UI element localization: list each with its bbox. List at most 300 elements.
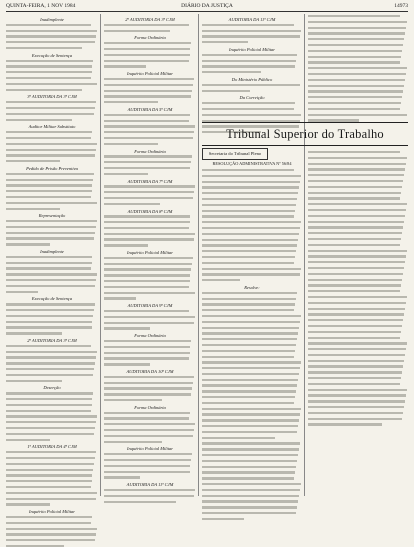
- text-line: [202, 500, 298, 502]
- text-block: [6, 392, 98, 441]
- text-block: [104, 489, 196, 503]
- text-line: [202, 408, 301, 410]
- text-line: [202, 186, 299, 188]
- text-line: [308, 168, 405, 170]
- text-line: [6, 516, 92, 518]
- text-line: [6, 528, 97, 530]
- text-line: [308, 174, 404, 176]
- text-line: [308, 354, 405, 356]
- text-block: [6, 24, 98, 49]
- text-block: [104, 42, 196, 67]
- text-line: [202, 512, 296, 514]
- text-line: [308, 423, 382, 425]
- text-line: [104, 340, 191, 342]
- text-line: [104, 423, 195, 425]
- text-line: [202, 102, 295, 104]
- text-line: [6, 154, 95, 156]
- section-heading: Inquérito Policial Militar: [229, 46, 275, 52]
- text-line: [202, 495, 299, 497]
- text-line: [308, 197, 400, 199]
- text-line: [308, 61, 400, 63]
- text-line: [202, 332, 298, 334]
- text-line: [6, 421, 96, 423]
- text-line: [202, 175, 301, 177]
- text-line: [6, 137, 91, 139]
- text-line: [202, 256, 295, 258]
- text-line: [6, 77, 91, 79]
- text-line: [6, 279, 96, 281]
- text-line: [104, 399, 162, 401]
- text-line: [202, 221, 301, 223]
- text-line: [6, 291, 38, 293]
- text-line: [104, 114, 190, 116]
- text-line: [6, 522, 91, 524]
- text-line: [6, 398, 92, 400]
- text-line: [308, 400, 405, 402]
- text-line: [308, 261, 405, 263]
- text-line: [6, 285, 95, 287]
- text-line: [6, 35, 96, 37]
- section-heading: Da Correição: [239, 95, 265, 101]
- text-block: [104, 376, 196, 401]
- text-line: [202, 373, 299, 375]
- text-line: [104, 417, 189, 419]
- text-line: [202, 192, 298, 194]
- text-block: [6, 60, 98, 91]
- text-line: [308, 360, 404, 362]
- text-block: [202, 292, 302, 439]
- text-line: [202, 114, 301, 116]
- text-line: [308, 319, 403, 321]
- text-line: [308, 267, 404, 269]
- text-block: [6, 131, 98, 162]
- text-line: [308, 151, 400, 153]
- text-line: [104, 203, 160, 205]
- court-banner: Tribunal Superior do Trabalho: [202, 122, 408, 146]
- text-block: [6, 516, 98, 547]
- text-line: [6, 232, 95, 234]
- text-line: [104, 143, 158, 145]
- column-3-top: [202, 14, 302, 118]
- text-line: [308, 32, 405, 34]
- text-block: [104, 114, 196, 145]
- text-line: [6, 107, 95, 109]
- text-line: [6, 83, 97, 85]
- text-block: [104, 185, 196, 205]
- section-heading: Forma Ordinária: [134, 333, 166, 339]
- text-line: [308, 73, 406, 75]
- column-divider: [304, 14, 305, 496]
- section-heading: Forma Ordinária: [134, 148, 166, 154]
- text-block: [308, 15, 408, 122]
- text-line: [6, 119, 72, 121]
- section-heading: Auditor Militar Substituto: [28, 124, 76, 130]
- text-line: [104, 238, 194, 240]
- text-line: [6, 315, 93, 317]
- text-line: [6, 326, 92, 328]
- text-line: [104, 280, 190, 282]
- text-block: [202, 54, 302, 74]
- text-line: [6, 149, 96, 151]
- text-line: [308, 180, 403, 182]
- text-line: [6, 184, 92, 186]
- text-line: [6, 60, 93, 62]
- text-line: [202, 84, 300, 86]
- text-line: [202, 402, 294, 404]
- text-line: [202, 169, 294, 171]
- text-line: [202, 292, 297, 294]
- text-line: [308, 279, 402, 281]
- text-line: [308, 102, 401, 104]
- text-line: [6, 237, 94, 239]
- text-line: [202, 30, 301, 32]
- text-line: [6, 202, 97, 204]
- header-page-number: 14973: [394, 3, 408, 9]
- text-line: [104, 125, 195, 127]
- text-line: [104, 465, 190, 467]
- text-line: [6, 486, 91, 488]
- text-line: [202, 437, 275, 439]
- text-line: [308, 342, 407, 344]
- text-line: [308, 290, 400, 292]
- text-line: [104, 101, 158, 103]
- text-line: [6, 427, 95, 429]
- text-line: [104, 387, 192, 389]
- text-line: [6, 433, 94, 435]
- text-line: [104, 54, 190, 56]
- text-line: [6, 356, 96, 358]
- text-line: [308, 186, 402, 188]
- text-line: [202, 298, 296, 300]
- text-line: [308, 114, 407, 116]
- text-block: [104, 257, 196, 300]
- text-line: [308, 215, 405, 217]
- text-line: [6, 362, 95, 364]
- text-block: [6, 101, 98, 121]
- text-block: [104, 453, 196, 478]
- column-3-body: [202, 168, 302, 496]
- text-line: [202, 24, 294, 26]
- text-line: [308, 232, 402, 234]
- text-line: [308, 226, 403, 228]
- section-heading: 2ª AUDITORIA DA 3ª CJM: [125, 17, 175, 22]
- section-heading: 1ª AUDITORIA DA 4ª CJM: [27, 444, 77, 450]
- text-line: [202, 35, 300, 37]
- text-line: [6, 321, 92, 323]
- text-line: [202, 356, 294, 358]
- text-line: [6, 469, 93, 471]
- text-line: [104, 376, 194, 378]
- section-heading: AUDITORIA DA 10ª CJM: [126, 369, 174, 375]
- text-line: [104, 78, 194, 80]
- text-line: [308, 377, 401, 379]
- text-line: [202, 460, 297, 462]
- text-line: [308, 44, 403, 46]
- text-line: [202, 262, 294, 264]
- text-line: [308, 406, 404, 408]
- text-line: [308, 348, 406, 350]
- text-line: [202, 471, 295, 473]
- text-line: [202, 361, 301, 363]
- text-line: [6, 256, 92, 258]
- text-block: [6, 303, 98, 334]
- text-line: [6, 332, 62, 334]
- text-line: [308, 325, 402, 327]
- text-line: [202, 483, 301, 485]
- section-heading: Inquérito Policial Militar: [29, 509, 75, 515]
- text-line: [104, 297, 136, 299]
- text-line: [6, 374, 93, 376]
- section-heading: Representação: [38, 213, 66, 219]
- text-line: [202, 413, 300, 415]
- text-line: [308, 308, 405, 310]
- header-publication: DIÁRIO DA JUSTIÇA: [181, 3, 233, 9]
- text-line: [6, 131, 92, 133]
- text-line: [104, 263, 192, 265]
- text-line: [104, 215, 190, 217]
- text-line: [104, 310, 189, 312]
- section-heading: Execução de Sentença: [31, 52, 73, 58]
- text-line: [308, 79, 405, 81]
- text-line: [202, 425, 298, 427]
- text-line: [104, 435, 193, 437]
- text-line: [202, 250, 296, 252]
- text-line: [6, 392, 93, 394]
- column-1: [6, 14, 98, 515]
- text-line: [202, 396, 295, 398]
- text-line: [104, 257, 193, 259]
- text-line: [6, 474, 92, 476]
- text-line: [104, 393, 191, 395]
- text-line: [104, 30, 170, 32]
- text-line: [104, 459, 191, 461]
- text-line: [104, 357, 189, 359]
- text-line: [104, 476, 140, 478]
- text-line: [202, 279, 240, 281]
- text-line: [308, 27, 406, 29]
- section-heading: AUDITORIA DA 11ª CJM: [126, 482, 174, 488]
- text-block: [6, 451, 98, 505]
- text-line: [6, 267, 91, 269]
- text-line: [104, 501, 176, 503]
- section-heading: Pedido de Prisão Preventiva: [26, 165, 78, 171]
- text-line: [6, 47, 82, 49]
- text-line: [6, 380, 62, 382]
- text-line: [308, 250, 407, 252]
- text-line: [202, 210, 295, 212]
- text-line: [6, 303, 95, 305]
- text-line: [104, 84, 193, 86]
- text-line: [308, 38, 404, 40]
- text-block: [104, 24, 196, 32]
- text-line: [202, 344, 296, 346]
- text-block: [202, 84, 302, 92]
- text-line: [6, 89, 82, 91]
- text-line: [202, 489, 300, 491]
- text-line: [6, 309, 94, 311]
- text-line: [6, 345, 91, 347]
- section-heading: Inquérito Policial Militar: [127, 250, 173, 256]
- text-line: [104, 412, 190, 414]
- text-line: [104, 227, 189, 229]
- text-line: [202, 477, 294, 479]
- text-line: [202, 65, 295, 67]
- text-line: [104, 316, 195, 318]
- text-line: [104, 90, 192, 92]
- section-heading: Inadimplente: [40, 17, 64, 22]
- text-line: [202, 350, 295, 352]
- text-line: [104, 95, 191, 97]
- text-line: [308, 371, 402, 373]
- text-block: [202, 442, 302, 520]
- text-block: [202, 24, 302, 44]
- text-line: [308, 90, 403, 92]
- section-heading: 2ª AUDITORIA DA 3ª CJM: [27, 338, 77, 344]
- text-block: [6, 345, 98, 382]
- text-line: [6, 463, 94, 465]
- text-line: [202, 338, 297, 340]
- text-line: [104, 173, 148, 175]
- text-line: [6, 113, 94, 115]
- text-line: [6, 41, 95, 43]
- text-line: [202, 90, 250, 92]
- text-block: [104, 155, 196, 175]
- column-4-top: [308, 14, 408, 118]
- text-line: [104, 42, 191, 44]
- text-line: [202, 442, 300, 444]
- text-line: [202, 309, 294, 311]
- text-line: [6, 143, 97, 145]
- text-line: [308, 331, 401, 333]
- text-line: [104, 274, 190, 276]
- column-divider: [198, 14, 199, 496]
- text-line: [6, 196, 91, 198]
- text-line: [104, 155, 192, 157]
- text-block: [6, 173, 98, 210]
- text-line: [6, 173, 94, 175]
- text-line: [308, 209, 406, 211]
- text-line: [308, 337, 400, 339]
- text-line: [202, 379, 298, 381]
- header-date: QUINTA-FEIRA, 1 NOV 1984: [6, 3, 76, 9]
- text-line: [308, 15, 400, 17]
- section-box: Secretaria do Tribunal Pleno: [202, 148, 268, 160]
- text-line: [308, 313, 404, 315]
- text-line: [6, 480, 92, 482]
- text-line: [202, 41, 248, 43]
- column-divider: [100, 14, 101, 496]
- text-line: [6, 451, 96, 453]
- text-line: [6, 439, 50, 441]
- resolution-title: RESOLUÇÃO ADMINISTRATIVA Nº 56/84: [212, 161, 292, 166]
- text-line: [6, 30, 97, 32]
- text-line: [202, 60, 296, 62]
- section-heading: AUDITORIA DA 8ª CJM: [127, 208, 173, 214]
- text-line: [202, 327, 299, 329]
- text-line: [308, 365, 403, 367]
- text-line: [308, 389, 407, 391]
- text-line: [202, 273, 300, 275]
- section-heading: AUDITORIA DA 9ª CJM: [127, 303, 173, 309]
- text-line: [308, 157, 407, 159]
- text-line: [308, 21, 407, 23]
- page-header: [6, 2, 408, 12]
- text-line: [308, 108, 400, 110]
- text-line: [202, 419, 299, 421]
- section-heading: AUDITORIA DA 11ª CJM: [228, 17, 276, 22]
- text-line: [308, 56, 401, 58]
- column-4-body: [308, 150, 408, 496]
- text-line: [104, 197, 193, 199]
- text-line: [202, 233, 299, 235]
- text-line: [104, 363, 150, 365]
- text-line: [202, 204, 296, 206]
- text-line: [202, 431, 297, 433]
- text-line: [308, 67, 407, 69]
- text-line: [6, 262, 92, 264]
- text-line: [202, 244, 297, 246]
- text-line: [308, 96, 402, 98]
- text-line: [202, 466, 296, 468]
- section-heading: Inadimplente: [40, 249, 64, 255]
- text-line: [202, 227, 300, 229]
- text-line: [308, 203, 407, 205]
- text-line: [202, 448, 299, 450]
- text-line: [202, 181, 300, 183]
- section-heading: 3ª AUDITORIA DA 3ª CJM: [27, 94, 77, 100]
- text-line: [104, 137, 193, 139]
- text-line: [202, 384, 297, 386]
- text-block: [104, 310, 196, 330]
- text-line: [104, 233, 195, 235]
- text-line: [202, 54, 297, 56]
- text-line: [6, 503, 50, 505]
- text-line: [104, 429, 194, 431]
- text-line: [6, 208, 60, 210]
- text-line: [308, 255, 406, 257]
- text-line: [104, 292, 195, 294]
- text-line: [104, 286, 189, 288]
- text-line: [6, 190, 92, 192]
- text-line: [202, 303, 295, 305]
- section-heading: Do Ministério Público: [231, 76, 273, 82]
- text-line: [6, 160, 60, 162]
- section-heading: Inquérito Policial Militar: [127, 71, 173, 77]
- text-line: [6, 539, 95, 541]
- text-line: [104, 24, 189, 26]
- text-line: [104, 167, 190, 169]
- text-line: [104, 471, 190, 473]
- text-line: [202, 71, 261, 73]
- text-line: [202, 108, 294, 110]
- text-line: [6, 492, 97, 494]
- text-line: [104, 327, 150, 329]
- text-line: [308, 302, 406, 304]
- text-block: [104, 340, 196, 365]
- text-line: [308, 273, 403, 275]
- text-block: [104, 412, 196, 443]
- text-line: [104, 244, 148, 246]
- text-line: [6, 243, 50, 245]
- section-heading: Inquérito Policial Militar: [127, 446, 173, 452]
- text-line: [104, 382, 193, 384]
- section-heading: Resolve:: [244, 284, 260, 290]
- text-line: [6, 498, 96, 500]
- text-line: [104, 346, 190, 348]
- text-line: [308, 221, 404, 223]
- text-line: [6, 179, 93, 181]
- text-line: [104, 441, 162, 443]
